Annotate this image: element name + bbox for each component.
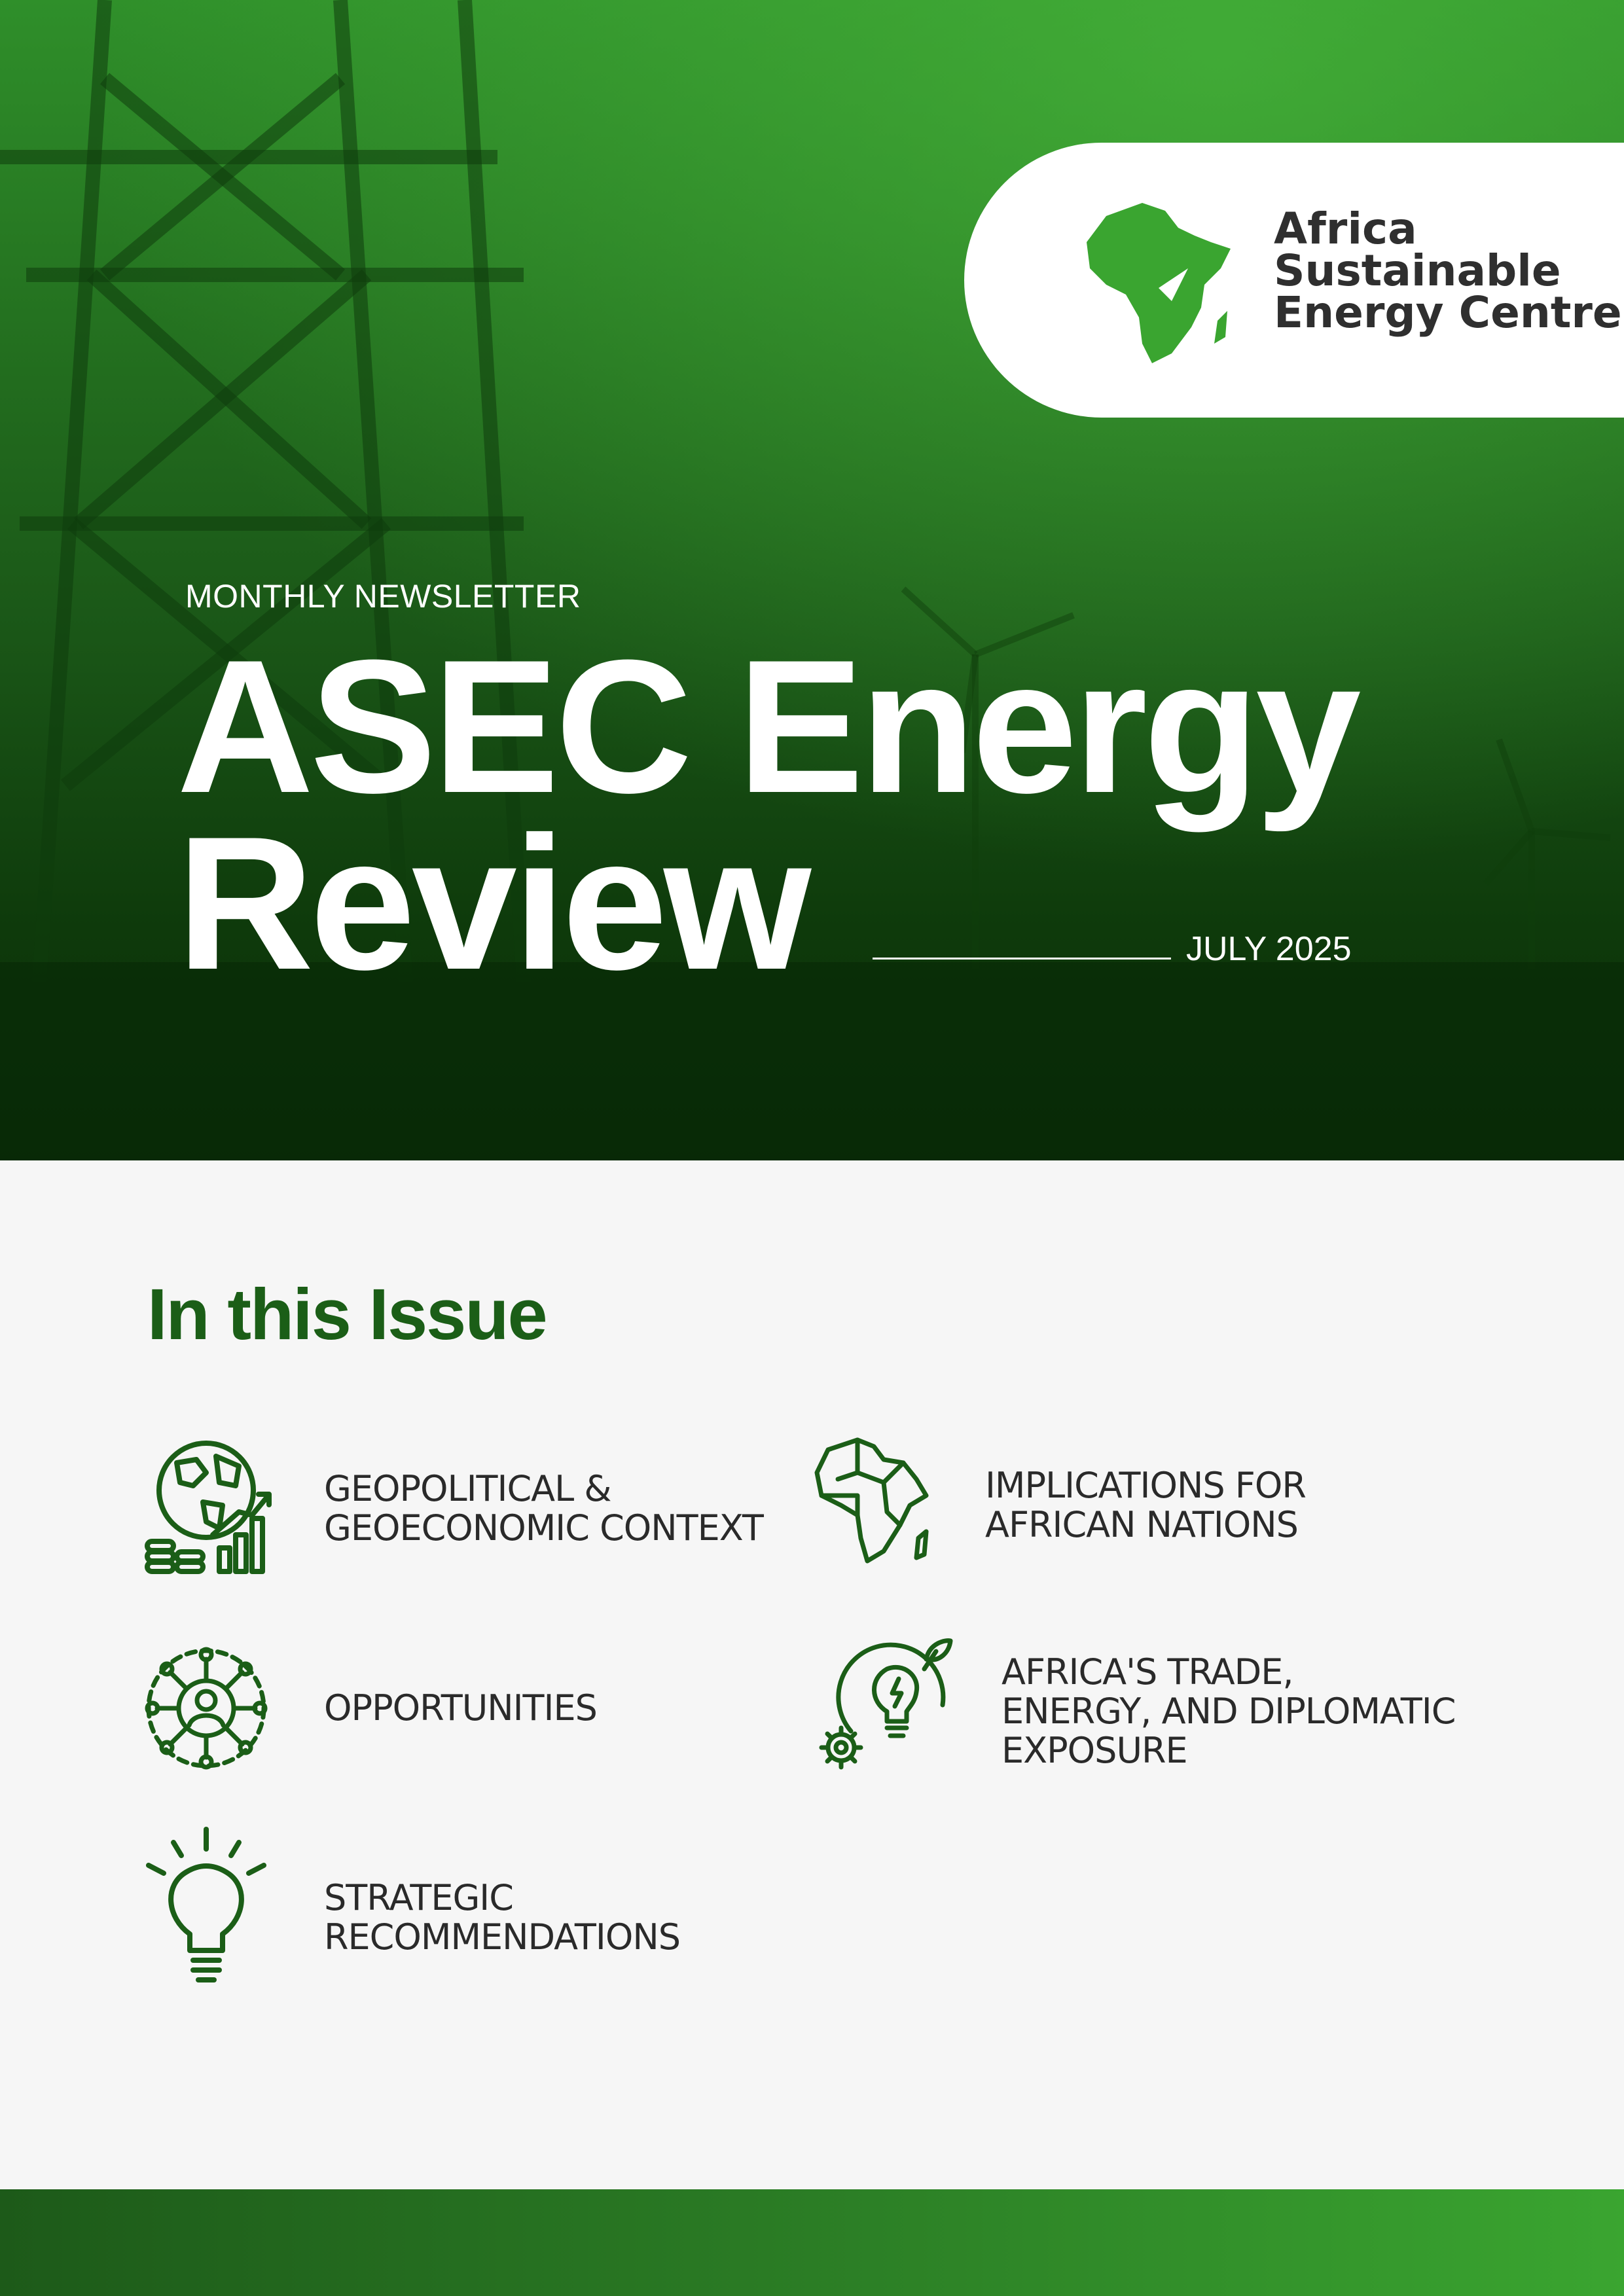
title-line: Review [177, 797, 808, 1009]
item-label-line: GEOPOLITICAL & [324, 1468, 611, 1509]
issue-item-geopolitical [141, 1437, 795, 1581]
issue-item-opportunities [141, 1643, 795, 1774]
date-divider [873, 958, 1171, 960]
item-label-line: EXPOSURE [1001, 1730, 1187, 1771]
logo-line: Energy Centre [1274, 287, 1622, 338]
lightbulb-leaf-gear-icon [812, 1633, 956, 1777]
africa-map-icon [1080, 196, 1237, 367]
item-label-line: ENERGY, AND DIPLOMATIC [1001, 1691, 1456, 1732]
issue-item-trade-exposure [812, 1633, 1506, 1790]
title-line: ASEC Energy [177, 620, 1358, 833]
item-label-line: OPPORTUNITIES [324, 1687, 597, 1729]
africa-outline-icon [812, 1433, 936, 1564]
footer-band [0, 2189, 1624, 2296]
logo-wordmark [1274, 204, 1622, 338]
logo-line: Sustainable [1274, 245, 1561, 296]
item-label-line: GEOECONOMIC CONTEXT [324, 1507, 763, 1549]
network-person-icon [141, 1643, 272, 1774]
issue-item-recommendations [141, 1826, 795, 1996]
logo-line: Africa [1274, 204, 1417, 254]
item-label-line: RECOMMENDATIONS [324, 1916, 681, 1958]
item-label-line: AFRICAN NATIONS [985, 1504, 1298, 1545]
item-label-line: AFRICA'S TRADE, [1001, 1651, 1293, 1693]
issue-date: JULY 2025 [1186, 930, 1352, 968]
in-this-issue-heading: In this Issue [147, 1274, 547, 1355]
newsletter-kicker: MONTHLY NEWSLETTER [185, 578, 581, 615]
newsletter-title [177, 620, 1358, 1009]
issue-item-implications [812, 1433, 1466, 1577]
item-label-line: IMPLICATIONS FOR [985, 1465, 1306, 1506]
globe-coins-growth-icon [141, 1437, 278, 1574]
lightbulb-icon [141, 1826, 272, 1990]
item-label-line: STRATEGIC [324, 1877, 513, 1918]
